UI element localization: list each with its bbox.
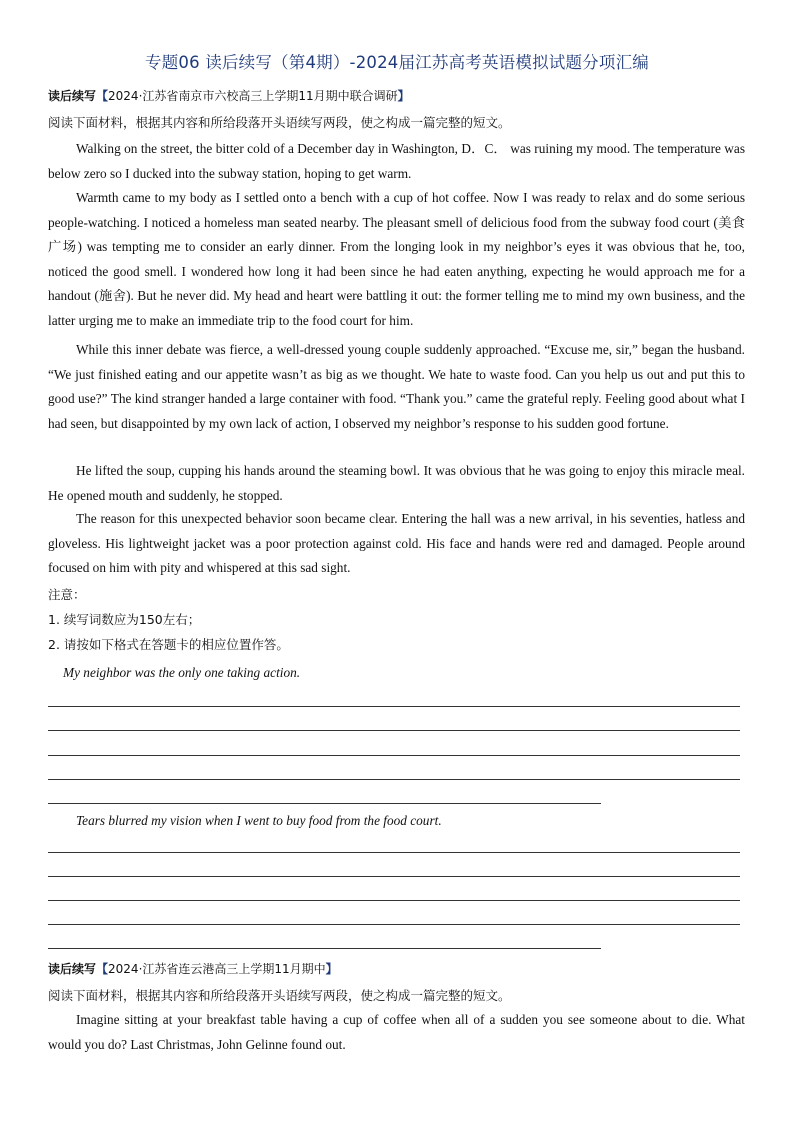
source-line-2 xyxy=(48,960,338,977)
page-title: 专题06 读后续写（第4期）-2024届江苏高考英语模拟试题分项汇编 xyxy=(145,53,649,72)
section-kind: 读后续写 xyxy=(48,962,97,976)
source-text: 2024·江苏省南京市六校高三上学期11月期中联合调研 xyxy=(108,89,398,103)
bracket-close: 】 xyxy=(397,89,410,103)
continuation-prompt-2: Tears blurred my vision when I went to buy food from the food court. xyxy=(76,813,442,828)
writing-line xyxy=(48,852,740,853)
paragraph-2: Warmth came to my body as I settled onto a bench with a cup of hot coffee. Now I was ready to relax and do some serious people-watching. I noticed a homeless man seated nearby. The pleasant smell of delicious food from the subway food court (美食广场) was tempting me to consider an early dinner. From the longing look in my neighbor’s eyes it was obvious that he, too, noticed the good smell. I wondered how long it had been since he had eaten anything, expecting he would approach me for a handout (施舍). But he never did. My head and heart were battling it out: the former telling me to mind my own business, and the latter urging me to make an immediate trip to the food court for him. xyxy=(48,190,745,328)
writing-line xyxy=(48,876,740,877)
writing-line xyxy=(48,706,740,707)
paragraph-s2-1: Imagine sitting at your breakfast table having a cup of coffee when all of a sudden you see someone about to die. What would you do? Last Christmas, John Gelinne found out. xyxy=(48,1012,745,1052)
source-line-1 xyxy=(48,87,410,104)
writing-line xyxy=(48,755,740,756)
instruction-2: 阅读下面材料，根据其内容和所给段落开头语续写两段，使之构成一篇完整的短文。 xyxy=(48,988,511,1003)
note-title: 注意： xyxy=(48,587,86,602)
writing-line xyxy=(48,900,740,901)
writing-line xyxy=(48,948,601,949)
paragraph-5: The reason for this unexpected behavior soon became clear. Entering the hall was a new arrival, in his seventies, hatless and gloveless. His lightweight jacket was a poor protection against cold. His face and hands were red and damaged. People around focused on him with pity and whispered at this sad sight. xyxy=(48,511,745,576)
writing-line xyxy=(48,924,740,925)
bracket-open: 【 xyxy=(96,962,109,976)
section-kind: 读后续写 xyxy=(48,89,97,103)
continuation-prompt-1: My neighbor was the only one taking action. xyxy=(63,665,301,680)
writing-line xyxy=(48,730,740,731)
paragraph-3: While this inner debate was fierce, a well-dressed young couple suddenly approached. “Excuse me, sir,” began the husband. “We just finished eating and our appetite wasn’t as big as we thought. We hate to waste food. Can you help us out and put this to good use?” The kind stranger handed a large container with food. “Thank you.” came the grateful reply. Feeling good about what I had seen, but disappointed by my own lack of action, I observed my neighbor’s response to his sudden good fortune. xyxy=(48,342,745,431)
source-text: 2024·江苏省连云港高三上学期11月期中 xyxy=(108,962,326,976)
instruction-1: 阅读下面材料，根据其内容和所给段落开头语续写两段，使之构成一篇完整的短文。 xyxy=(48,115,511,130)
writing-line xyxy=(48,803,601,804)
writing-line xyxy=(48,779,740,780)
note-item-2: 2. 请按如下格式在答题卡的相应位置作答。 xyxy=(48,637,289,652)
bracket-open: 【 xyxy=(96,89,109,103)
note-item-1: 1. 续写词数应为150左右； xyxy=(48,612,201,627)
paragraph-4: He lifted the soup, cupping his hands around the steaming bowl. It was obvious that he was going to enjoy this miracle meal. He opened mouth and suddenly, he stopped. xyxy=(48,463,745,503)
paragraph-1: Walking on the street, the bitter cold of a December day in Washington, D．C． was ruining my mood. The temperature was below zero so I ducked into the subway station, hoping to get warm. xyxy=(48,141,745,181)
bracket-close: 】 xyxy=(325,962,338,976)
